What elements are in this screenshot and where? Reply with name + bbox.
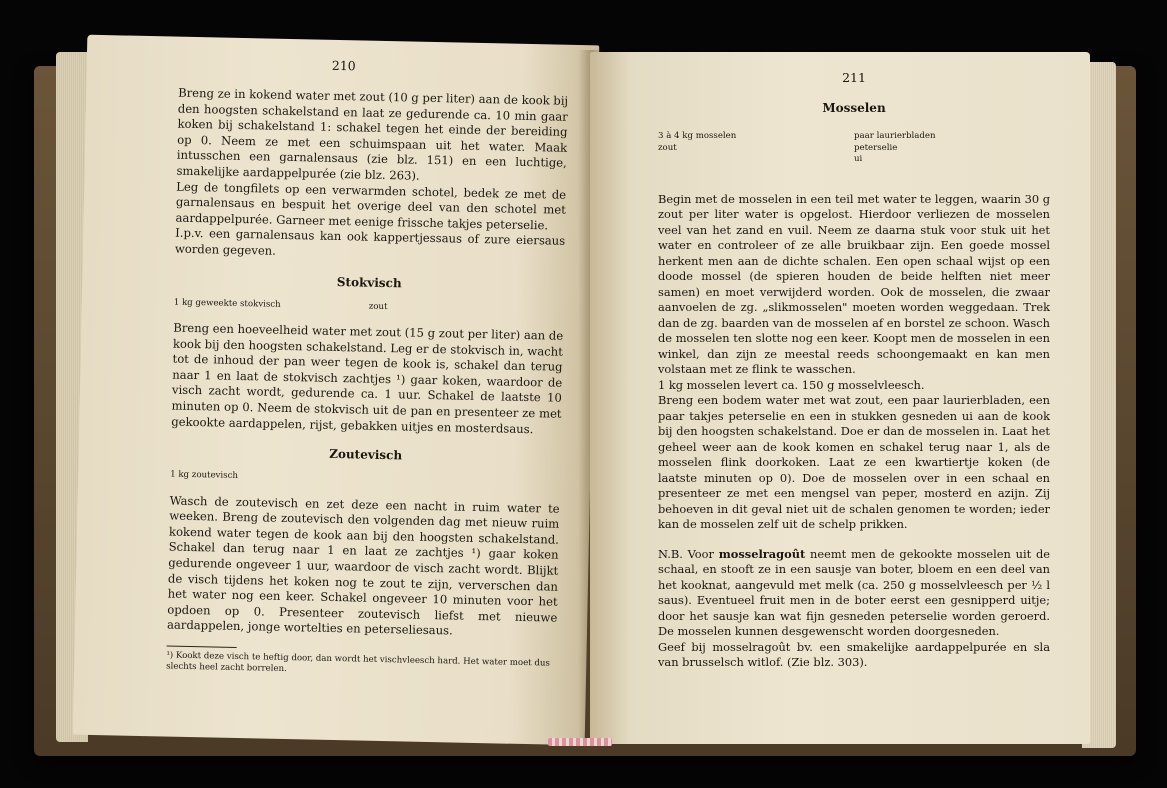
recipe-text-zoutevisch: Wasch de zoutevisch en zet deze een nacht in ruim water te weeken. Breng de zoutevisch den volgenden dag met nieuw ruim kokend water tegen de kook aan bij den hoogsten schakelstand. Schakel dan terug naar 1 en laat ze zachtjes ¹) gaar koken gedurende ongeveer 1 uur, waardoor de visch zacht wordt. Blijkt de visch tijdens het koken nog te zout te zijn, ververschen dan het water nog een keer. Schakel ongeveer 10 minuten voor het opdoen op 0. Presenteer zoutevisch liefst met nieuwe aardappelen, jonge wortelties en peterseliesaus. [166,493,560,638]
page-number-left: 210 [331,57,356,74]
intro-paragraph-1: Breng ze in kokend water met zout (10 g per liter) aan de kook bij den hoogsten schakelstand en laat ze gedurende ca. 10 min gaar koken bij schakelstand 1: schakel tegen het einde der bereiding op 0. Neem ze met een schuimspaan uit het water. Maak intusschen een garnalensaus (zie blz. 151) en een luchtige, smakelijke aardappelpurée (zie blz. 263). [176,85,569,183]
nb-rest: neemt men de gekookte mosselen uit de schaal, en stooft ze in een sausje van boter, bloem en een deel van het kooknat, aangevuld met melk (ca. 250 g mosselvleesch per ½ l saus). Eventueel fruit men in de boter eerst een gesnipperd uitje; door het sausje kan wat fijn gesneden peterselie worden geroerd. De mosselen kunnen desgewenscht worden doorgesneden. [658,546,1050,638]
ingredient-item: 1 kg geweekte stokvisch [173,297,281,310]
nb-prefix: N.B. Voor [658,546,719,561]
mosselen-yield: 1 kg mosselen levert ca. 150 g mosselvleesch. [658,377,925,392]
left-page [73,35,600,746]
ingredient-item: 1 kg zoutevisch [170,469,239,482]
ingredient-item: zout [658,142,677,153]
recipe-title-stokvisch: Stokvisch [336,274,402,290]
intro-paragraph-3: I.p.v. een garnalensaus kan ook kappertjessaus of zure eiersaus worden gegeven. [174,225,566,258]
nb-paragraph [658,547,1050,640]
closing-paragraph: Geef bij mosselragoût bv. een smakelijke aardappelpurée en sla van brusselsch witlof. (Zie blz. 303). [658,639,1050,669]
ingredient-item: ui [854,154,863,164]
footnote-divider [167,646,237,648]
ingredients-zoutevisch [170,470,560,490]
mosselen-paragraph-2: Breng een bodem water met wat zout, een paar laurierbladen, een paar takjes peterselie en een in stukken gesneden ui aan de kook bij den hoogsten schakelstand. Doe er dan de mosselen in. Laat het geheel weer aan de kook komen en schakel terug naar 1, als de mosselen flink doorkoken. Laat ze een kwartiertje koken (de laatste minuten op 0). Doe de mosselen over in een schaal en presenteer ze met een mengsel van peper, mosterd en azijn. Zij behoeven in dit geval niet uit de schalen genomen te worden; ieder kan de mosselen zelf uit de schelp prikken. [658,393,1050,531]
nb-bold-term: mosselragoût [718,546,806,561]
recipe-text-stokvisch: Breng een hoeveelheid water met zout (15 g zout per liter) aan de kook bij den hoogsten schakelstand. Leg er de stokvisch in, wacht tot de inhoud der pan weer tegen de kook is, schakel dan terug naar 1 en laat de stokvisch zachtjes ¹) gaar koken, waardoor de visch zacht wordt, gedurende ca. 1 uur. Schakel de laatste 10 minuten op 0. Neem de stokvisch uit de pan en presenteer ze met gekookte aardappelen, rijst, gebakken uitjes en mosterdsaus. [171,320,564,436]
ingredients-mosselen [658,131,1050,166]
recipe-title-zoutevisch: Zoutevisch [329,447,403,463]
right-page [590,52,1090,744]
ingredient-item: zout [368,301,388,312]
footnote: ¹) Kookt deze visch te heftig door, dan wordt het vischvleesch hard. Het water moet dus slechts heel zacht borrelen. [166,650,550,675]
mosselen-paragraph-1: Begin met de mosselen in een teil met water te leggen, waarin 30 g zout per liter water is opgelost. Hierdoor verliezen de mosselen veel van het zand en vuil. Neem ze daarna stuk voor stuk uit het water en controleer of ze alle bruikbaar zijn. Een goede mossel herkent men aan de dichte schalen. Een open schaal wijst op een doode mossel (de spieren houden de beide helften niet meer samen) en moet verwijderd worden. Ook de mosselen, die zwaar aanvoelen de zg. „slikmosselen" moeten worden weggedaan. Trek dan de zg. baarden van de mosselen af en borstel ze schoon. Wasch de mosselen ten slotte nog een keer. Koopt men de mosselen in een winkel, dan zijn ze meestal reeds schoongemaakt en kan men volstaan met ze flink te wasschen. [658,191,1050,376]
ingredient-item: 3 à 4 kg mosselen [658,131,737,141]
ingredient-item: peterselie [854,142,898,153]
ingredients-stokvisch [174,297,564,317]
page-number-right: 211 [842,70,866,85]
recipe-title-mosselen: Mosselen [822,101,886,115]
intro-paragraph-2: Leg de tongfilets op een verwarmden schotel, bedek ze met de garnalensaus en bespuit het overige deel van den schotel met aardappelpurée. Garneer met eenige frissche takjes peterselie. [175,179,567,233]
bookmark-ribbon [548,738,612,746]
ingredient-item: paar laurierbladen [854,131,936,141]
